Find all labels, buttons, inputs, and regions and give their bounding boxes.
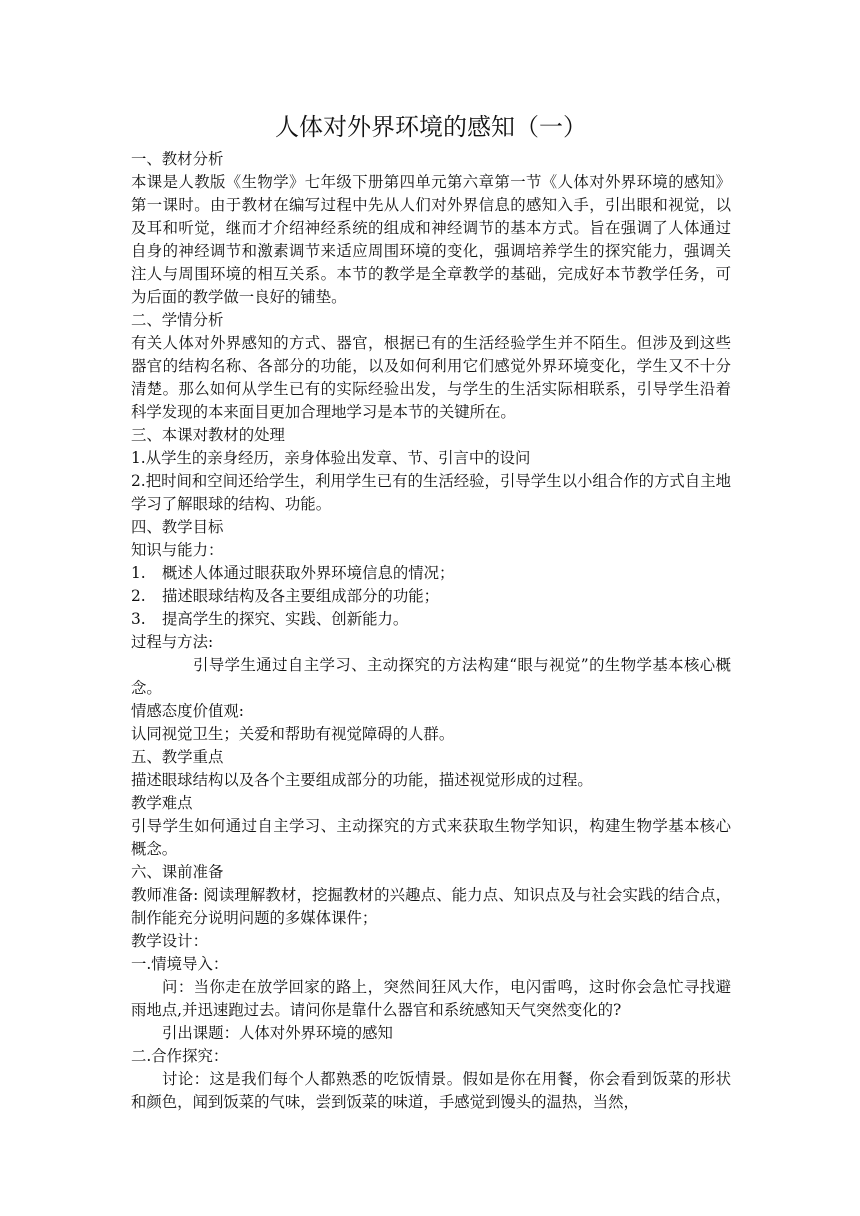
section-1-body: 本课是人教版《生物学》七年级下册第四单元第六章第一节《人体对外界环境的感知》第一课时。由于教材在编写过程中先从人们对外界信息的感知入手，引出眼和视觉，以及耳和听觉，继而才介绍神经系统的组成和神经调节的基本方式。旨在强调了人体通过自身的神经调节和激素调节来适应周围环境的变化，强调培养学生的探究能力，强调关注人与周围环境的相互关系。本节的教学是全章教学的基础，完成好本节教学任务，可为后面的教学做一良好的铺垫。	[131, 173, 731, 306]
difficulty-subheading: 教学难点	[131, 794, 193, 812]
objective-item	[131, 562, 731, 585]
objective-number: 2.	[131, 587, 146, 605]
section-6-heading: 六、课前准备	[131, 863, 224, 881]
section-2-heading: 二、学情分析	[131, 311, 224, 329]
design-2-heading: 二.合作探究：	[131, 1047, 229, 1065]
objective-text: 描述眼球结构及各主要组成部分的功能；	[162, 587, 440, 605]
knowledge-subheading: 知识与能力：	[131, 541, 224, 559]
objective-text: 概述人体通过眼获取外界环境信息的情况；	[162, 564, 455, 582]
process-body: 引导学生通过自主学习、主动探究的方法构建“眼与视觉”的生物学基本核心概念。	[131, 656, 731, 697]
section-1-heading: 一、教材分析	[131, 150, 224, 168]
difficulty-body: 引导学生如何通过自主学习、主动探究的方式来获取生物学知识，构建生物学基本核心概念。	[131, 817, 731, 858]
process-subheading: 过程与方法:	[131, 633, 214, 651]
document-title: 人体对外界环境的感知（一）	[275, 113, 587, 141]
attitude-body: 认同视觉卫生；关爱和帮助有视觉障碍的人群。	[131, 725, 455, 743]
objective-item	[131, 608, 731, 631]
objective-number: 3.	[131, 610, 146, 628]
section-3-heading: 三、本课对教材的处理	[131, 426, 285, 444]
design-1-body: 问：当你走在放学回家的路上，突然间狂风大作，电闪雷鸣，这时你会急忙寻找避雨地点,并迅速跑过去。请问你是靠什么器官和系统感知天气突然变化的?	[131, 978, 731, 1019]
attitude-subheading: 情感态度价值观:	[131, 702, 244, 720]
design-2-body: 讨论：这是我们每个人都熟悉的吃饭情景。假如是你在用餐，你会看到饭菜的形状和颜色，闻到饭菜的气味，尝到饭菜的味道，手感觉到馒头的温热，当然，	[131, 1070, 731, 1111]
section-2-body: 有关人体对外界感知的方式、器官，根据已有的生活经验学生并不陌生。但涉及到这些器官的结构名称、各部分的功能，以及如何利用它们感觉外界环境变化，学生又不十分清楚。那么如何从学生已有的实际经验出发，与学生的生活实际相联系，引导学生沿着科学发现的本来面目更加合理地学习是本节的关键所在。	[131, 334, 731, 421]
section-4-heading: 四、教学目标	[131, 518, 224, 536]
design-heading: 教学设计：	[131, 932, 208, 950]
design-1-topic: 引出课题：人体对外界环境的感知	[162, 1024, 393, 1042]
section-3-item-1: 1.从学生的亲身经历，亲身体验出发章、节、引言中的设问	[131, 449, 531, 467]
objective-text: 提高学生的探究、实践、创新能力。	[162, 610, 409, 628]
section-5-body: 描述眼球结构以及各个主要组成部分的功能，描述视觉形成的过程。	[131, 771, 593, 789]
section-3-item-2: 2.把时间和空间还给学生，利用学生已有的生活经验，引导学生以小组合作的方式自主地学习了解眼球的结构、功能。	[131, 472, 731, 513]
document-page	[131, 110, 731, 1114]
objective-number: 1.	[131, 564, 146, 582]
objective-item	[131, 585, 731, 608]
design-1-heading: 一.情境导入：	[131, 955, 229, 973]
section-6-body: 教师准备: 阅读理解教材，挖掘教材的兴趣点、能力点、知识点及与社会实践的结合点，制作能充分说明问题的多媒体课件；	[131, 886, 731, 927]
section-5-heading: 五、教学重点	[131, 748, 224, 766]
